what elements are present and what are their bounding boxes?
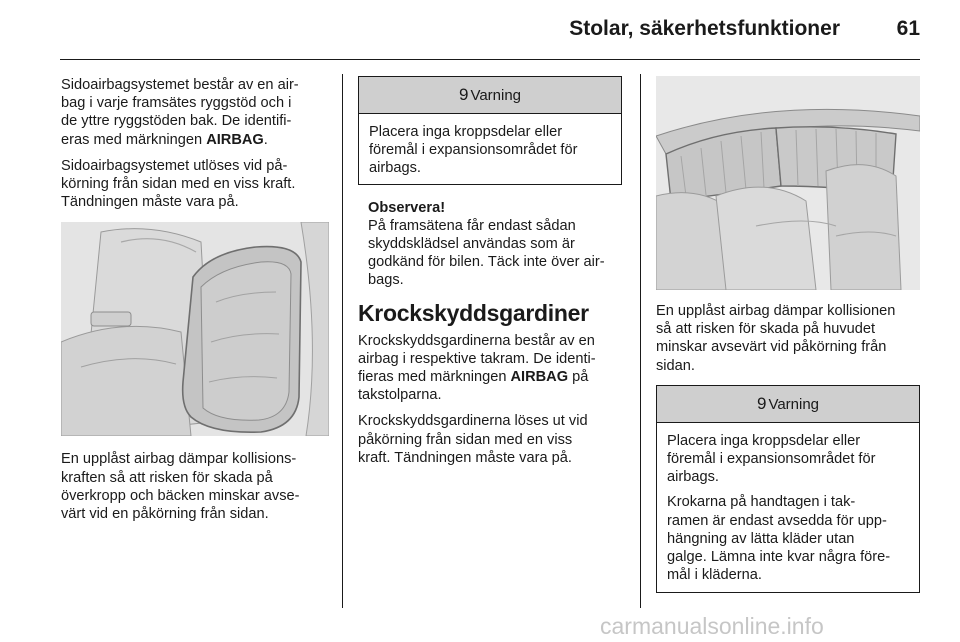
warning-box-1 <box>358 76 622 185</box>
page-number: 61 <box>896 17 920 40</box>
header-rule <box>60 59 920 60</box>
page-title: Stolar, säkerhetsfunktioner <box>569 17 840 40</box>
warning-icon: 9 <box>458 85 469 104</box>
curtain-airbag-deploy: Krockskyddsgardinerna löses ut vid påkörning från sidan med en viss kraft. Tändningen måste vara på. <box>358 413 588 466</box>
side-airbag-deploy: Sidoairbagsystemet utlöses vid på‐ körning från sidan med en viss kraft. Tändningen måste vara på. <box>61 157 296 211</box>
warning-header <box>359 77 621 114</box>
watermark: carmanualsonline.info <box>600 613 824 639</box>
warning-header <box>657 386 919 423</box>
column-divider-1 <box>342 74 343 608</box>
section-heading: Krockskyddsgardiner <box>358 299 589 326</box>
warning-body: Placera inga kroppsdelar eller föremål i expansionsområdet för airbags. <box>369 124 578 177</box>
warning-title: Varning <box>470 87 522 104</box>
note-title: Observera! <box>368 199 446 216</box>
column-3 <box>656 76 920 593</box>
column-1 <box>61 76 329 531</box>
note-text: På framsätena får endast sådan skyddsklädsel användas som är godkänd för bilen. Täck inte över air‐ bags. <box>368 217 605 289</box>
curtain-airbag-illustration <box>656 76 920 290</box>
airbag-label: AIRBAG <box>510 369 569 386</box>
column-divider-2 <box>640 74 641 608</box>
note-block <box>358 199 622 290</box>
seat-airbag-illustration <box>61 222 329 436</box>
airbag-label: AIRBAG <box>206 131 264 148</box>
warning-icon: 9 <box>756 393 767 413</box>
curtain-airbag-intro: Krockskyddsgardinerna består av en airbag i respektive takram. De identi‐ fieras med märkningen AIRBAG på takstolparna. <box>358 332 596 404</box>
side-airbag-caption: En upplåst airbag dämpar kollisions‐ kraften så att risken för skada på överkropp och bäcken minskar avse‐ värt vid en påkörning från sidan. <box>61 451 300 523</box>
warning-body: Placera inga kroppsdelar eller föremål i expansionsområdet för airbags. Krokarna på handtagen i tak‐ ramen är endast avsedda för upp‐ hängning av lätta kläder utan galge. Lämna inte kvar några före‐ mål i kläderna. <box>667 432 891 584</box>
side-airbag-intro: Sidoairbagsystemet består av en air‐ bag i varje framsätes ryggstöd och i de yttre ryggstöden bak. De identifi‐ eras med märkningen AIRBAG. <box>61 77 299 148</box>
page-header <box>60 0 920 62</box>
curtain-airbag-caption: En upplåst airbag dämpar kollisionen så att risken för skada på huvudet minskar avsevärt vid påkörning från sidan. <box>656 303 896 374</box>
warning-title: Varning <box>768 395 820 413</box>
column-2 <box>358 76 622 475</box>
warning-box-2 <box>656 385 920 594</box>
